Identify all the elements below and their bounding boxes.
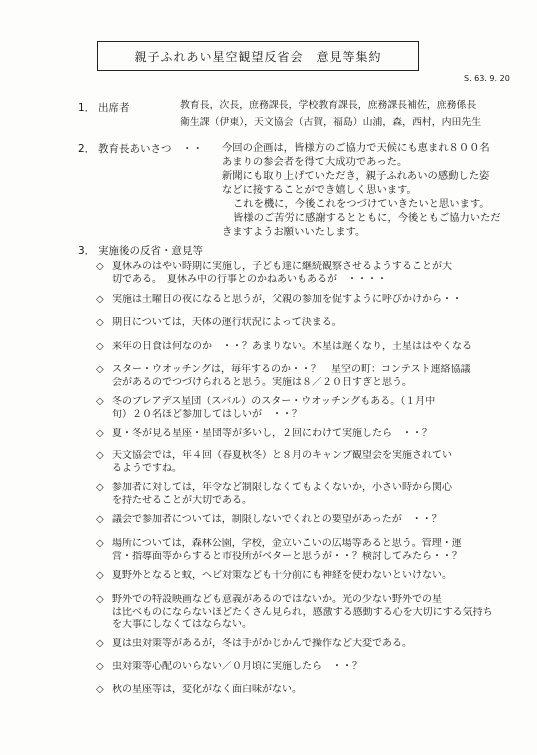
section2-number: 2．: [78, 143, 96, 155]
section2-label: 教育長あいさつ ・・: [98, 143, 203, 155]
feedback-line: 野外での特設映画なども意義があるのではないか。光の少ない野外での星: [112, 594, 442, 605]
section1-label: 出席者: [98, 102, 130, 114]
feedback-line: を大事にしなくてはならない。: [112, 619, 252, 630]
section2-line-4: などに接することができ嬉しく思います。: [222, 184, 417, 196]
feedback-line: スター・ウオッチングは，毎年するのか・・？ 星空の町：コンテスト連絡協議: [112, 364, 471, 375]
feedback-line: 会があるのでつづけられると思う。実施は８／２０日すぎと思う。: [112, 376, 412, 388]
section1-number: 1．: [78, 102, 96, 114]
feedback-line: は比べものにならないほどたくさん見られ，感激する感動する心を大切にする気持ち: [112, 606, 493, 618]
feedback-line: 営・指導面等からすると市役所がベターと思うが・・？検討してみたら・・？: [112, 550, 462, 562]
diamond-icon: ◇: [96, 594, 104, 605]
diamond-icon: ◇: [96, 538, 104, 549]
feedback-line: 旬）２０名ほど参加してはしいが ・・？: [112, 408, 302, 420]
feedback-line: 夏・冬が見る星座・星団等が多いし，２回にわけて実施したら ・・？: [112, 428, 432, 439]
diamond-icon: ◇: [96, 396, 104, 407]
diamond-icon: ◇: [96, 482, 104, 493]
feedback-line: 夏野外となると蚊，ヘビ対策なども十分前にも神経を使わないといけない。: [112, 570, 452, 581]
feedback-line: 実施は土曜日の夜になると思うが，父親の参加を促すように呼びかけから・・: [112, 294, 462, 305]
section2-line-3: 新聞にも取り上げていただき，親子ふれあいの感動した姿: [222, 170, 490, 182]
diamond-icon: ◇: [96, 661, 104, 672]
diamond-icon: ◇: [96, 364, 104, 375]
feedback-line: 虫対策等心配のいらない／０月頃に実施したら ・・？: [112, 661, 362, 672]
feedback-line: 夏は虫対策等があるが，冬は手がかじかんで操作など大変である。: [112, 638, 412, 649]
section2-line-2: あまりの参会者を得て大成功であった。: [222, 156, 408, 168]
diamond-icon: ◇: [96, 570, 104, 581]
feedback-line: 切である。 夏休み中の行事とのかねあいもあるが ・・・・: [112, 273, 387, 285]
diamond-icon: ◇: [96, 294, 104, 305]
section2-line-1: 今回の企画は，皆様方のご協力で天候にも恵まれ８００名: [222, 142, 490, 154]
feedback-line: 天文協会では，年４回（春夏秋冬）と８月のキャンプ観望会を実施されてい: [112, 450, 452, 461]
diamond-icon: ◇: [96, 514, 104, 525]
diamond-icon: ◇: [96, 638, 104, 649]
diamond-icon: ◇: [96, 428, 104, 439]
feedback-line: るようですね。: [112, 462, 182, 474]
diamond-icon: ◇: [96, 341, 104, 352]
section2-line-6: 皆様のご苦労に感謝するとともに，今後ともご協力いただ: [233, 212, 501, 224]
feedback-line: 場所については，森林公園，学校，金立いこいの広場等あると思う。管理・運: [112, 538, 462, 549]
section1-line-2: 衛生課（伊東），天文協会（古賀，福島）山浦，森，西村，内田先生: [180, 117, 482, 128]
feedback-line: 来年の日食は何なのか ・・？あまりない。木星は遅くなり，土星ははやくなる: [112, 341, 472, 352]
diamond-icon: ◇: [96, 317, 104, 328]
feedback-line: 期日については，天体の運行状況によって決まる。: [112, 317, 342, 328]
document-title: 親子ふれあい星空観望反省会 意見等集約: [97, 41, 419, 71]
feedback-line: 秋の星座等は，変化がなく面白味がない。: [112, 684, 302, 695]
section1-line-1: 教育長，次長，庶務課長，学校教育課長，庶務課長補佐，庶務係長: [180, 100, 477, 111]
feedback-line: 参加者に対しては，年令など制限しなくてもよくないか，小さい時から関心: [112, 482, 452, 493]
feedback-line: 冬のプレアデス星団（スバル）のスター・ウオッチングもある。（１月中: [112, 396, 436, 407]
feedback-line: 夏休みのはやい時期に実施し，子ども達に継続観察させるようすることが大: [112, 261, 452, 272]
diamond-icon: ◇: [96, 261, 104, 272]
section3-label: 実施後の反省・意見等: [98, 245, 203, 257]
feedback-line: 議会で参加者については，制限しないでくれとの要望があったが ・・？: [112, 514, 442, 525]
section2-line-7: きますようお願いいたします。: [222, 226, 366, 238]
document-date: S. 63. 9. 20: [464, 74, 510, 83]
section3-number: 3．: [78, 245, 96, 257]
diamond-icon: ◇: [96, 450, 104, 461]
diamond-icon: ◇: [96, 684, 104, 695]
section2-line-5: これを機に，今後これをつづけていきたいと思います。: [233, 198, 490, 210]
feedback-line: を持たせることが大切である。: [112, 494, 252, 506]
